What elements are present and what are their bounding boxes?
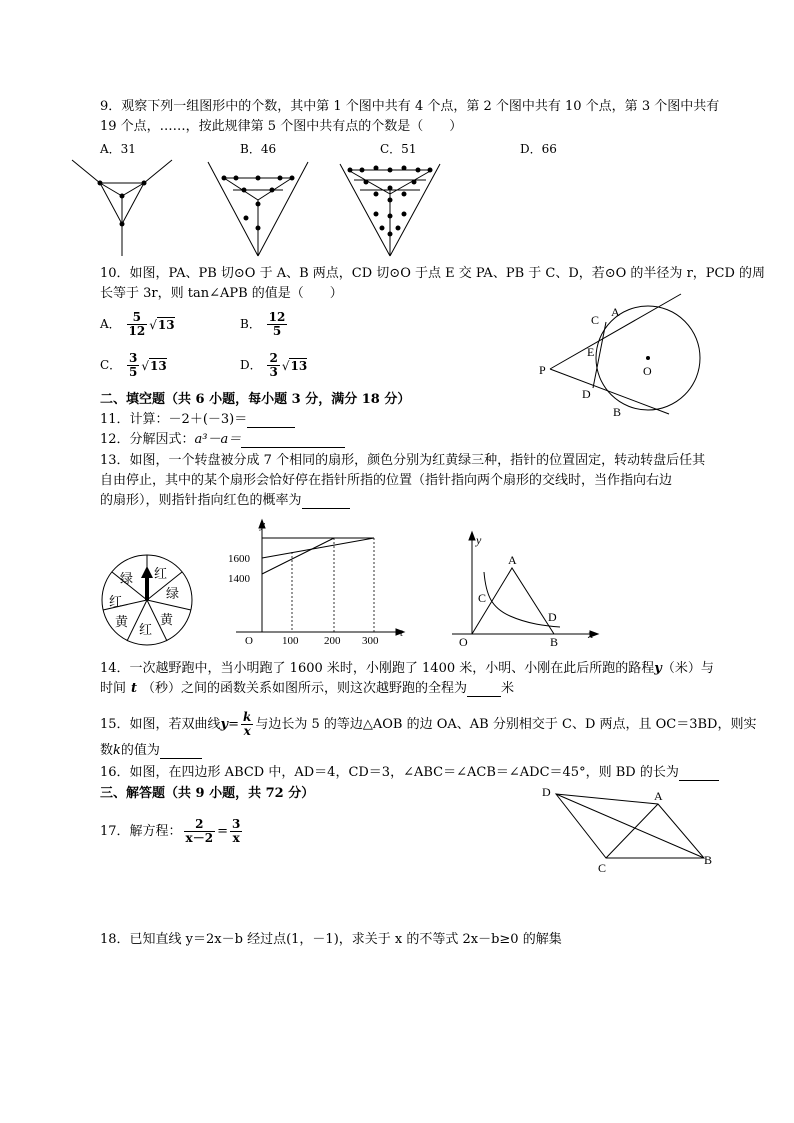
center-point	[646, 356, 650, 360]
q9-line1: 9．观察下列一组图形中的个数，其中第 1 个图中共有 4 个点，第 2 个图中共有 10 个点，第 3 个图中共有	[100, 99, 720, 114]
q11-text: 11．计算：－2＋(－3)＝	[100, 412, 248, 427]
var-k: k	[113, 743, 121, 758]
equals: =	[217, 824, 228, 839]
q10-option-b	[240, 311, 289, 338]
sector-label: 红	[109, 594, 123, 609]
label-a: A	[611, 305, 620, 319]
sector-label: 绿	[166, 586, 180, 601]
q14-line1-end: （米）与	[661, 661, 714, 676]
rhs-denominator: x	[232, 831, 240, 845]
sector-label: 绿	[120, 571, 134, 586]
label-d: D	[582, 387, 591, 401]
label-p: P	[539, 363, 546, 377]
q13-line1: 13．如图，一个转盘被分成 7 个相同的扇形，颜色分别为红黄绿三种，指针的位置固定，转动转盘后任其	[100, 453, 706, 468]
origin-label: O	[245, 635, 253, 647]
equals: =	[228, 717, 240, 732]
denominator: 12	[128, 324, 146, 338]
lhs-denominator: x－2	[185, 831, 214, 845]
q10-circle-figure	[535, 292, 695, 418]
option-label: C．	[100, 358, 122, 372]
denominator: 3	[269, 365, 278, 379]
x-tick-100: 100	[282, 635, 299, 647]
q9-option-c: C．51	[380, 142, 417, 156]
q14-line2-mid: （秒）之间的函数关系如图所示，则这次越野跑的全程为	[142, 681, 468, 696]
q17	[100, 818, 244, 845]
label-e: E	[587, 345, 595, 359]
rhs-numerator: 3	[231, 817, 241, 831]
q14-line2	[100, 681, 514, 697]
q15-line2-mid: 的值为	[120, 743, 160, 758]
q15-line1	[100, 711, 756, 738]
q9-line2: 19 个点，……，按此规律第 5 个图中共有点的个数是（ ）	[100, 119, 463, 134]
lhs-numerator: 2	[184, 818, 216, 832]
q13-line3-text: 的扇形），则指针指向红色的概率为	[100, 493, 302, 508]
q11-answer-blank[interactable]	[247, 415, 295, 428]
sector-label: 黄	[115, 614, 129, 629]
q9-figure-1	[72, 160, 176, 260]
y-tick-1400: 1400	[228, 573, 250, 585]
spinner-pointer-icon	[141, 566, 153, 600]
q14-graph	[228, 518, 408, 648]
q15-line2-text: 数	[100, 743, 114, 758]
q14-unit: 米	[501, 681, 515, 696]
var-t: t	[131, 681, 138, 696]
sector-label: 黄	[160, 612, 174, 627]
func-y: y	[220, 717, 229, 732]
q10-line2: 长等于 3r，则 tan∠APB 的值是（ ）	[100, 286, 343, 301]
radicand: 13	[150, 358, 167, 373]
q13-line3	[100, 493, 350, 509]
q16	[100, 765, 719, 781]
q13-line2: 自由停止，其中的某个扇形会恰好停在指针所指的位置（指针指向两个扇形的交线时，当作指向右边	[100, 473, 673, 488]
x-tick-200: 200	[324, 635, 341, 647]
section-3-title: 三、解答题（共 9 小题，共 72 分）	[100, 786, 315, 801]
q10-option-a: A． $\frac{5}{12}$ √13	[100, 310, 175, 338]
q16-quadrilateral-figure	[538, 782, 718, 874]
y-axis-label: y	[476, 533, 482, 547]
numerator: 5	[127, 311, 148, 325]
q14-line1-text: 14．一次越野跑中，当小明跑了 1600 米时，小刚跑了 1400 米，小明、小刚在此后所跑的路程	[100, 661, 655, 676]
option-label: D．	[240, 358, 262, 372]
q16-answer-blank[interactable]	[679, 768, 719, 781]
y-axis-label: y	[260, 519, 265, 531]
q14-answer-blank[interactable]	[467, 684, 501, 697]
radicand: 13	[157, 317, 175, 332]
label-c: C	[598, 861, 607, 875]
q15-answer-blank[interactable]	[160, 746, 202, 759]
q15-line2	[100, 743, 202, 759]
y-tick-1600: 1600	[228, 553, 250, 565]
label-d: D	[548, 610, 557, 624]
q17-text: 17．解方程：	[100, 824, 182, 839]
q15-text-end: 与边长为 5 的等边△AOB 的边 OA、AB 分别相交于 C、D 两点，且 OC＝3BD，则实	[255, 717, 757, 732]
label-b: B	[550, 635, 559, 649]
q9-figure-3	[340, 158, 444, 260]
label-b: B	[704, 853, 713, 867]
label-d: D	[542, 785, 551, 799]
numerator: k	[243, 710, 252, 724]
q11	[100, 412, 295, 428]
numerator: 12	[268, 310, 286, 324]
q14-line2-text: 时间	[100, 681, 127, 696]
denominator: x	[243, 724, 251, 738]
q15-text: 15．如图，若双曲线	[100, 717, 221, 732]
option-label: B．	[240, 317, 261, 331]
sector-label: 红	[154, 566, 168, 581]
label-a: A	[654, 789, 663, 803]
label-c: C	[591, 313, 600, 327]
q13-answer-blank[interactable]	[302, 496, 350, 509]
q12-answer-blank[interactable]	[241, 435, 345, 448]
q16-text: 16．如图，在四边形 ABCD 中，AD＝4，CD＝3，∠ABC＝∠ACB＝∠ADC＝45°，则 BD 的长为	[100, 765, 679, 780]
label-b: B	[613, 405, 622, 419]
denominator: 5	[272, 324, 282, 338]
radicand: 13	[290, 358, 308, 373]
numerator: 3	[129, 351, 138, 365]
x-axis-label: x	[588, 627, 594, 641]
q12	[100, 432, 345, 448]
numerator: 2	[269, 351, 278, 365]
var-y: y	[654, 661, 662, 676]
label-o: O	[643, 364, 652, 378]
denominator: 5	[129, 365, 138, 379]
q9-option-a: A．31	[100, 142, 136, 156]
option-label: A．	[100, 317, 121, 331]
series-xiaoming	[262, 538, 374, 558]
label-c: C	[478, 591, 487, 605]
q12-text: 12．分解因式：	[100, 432, 195, 447]
q18: 18．已知直线 y＝2x－b 经过点(1，－1)，求关于 x 的不等式 2x－b≥0 的解集	[100, 932, 562, 947]
q12-expression: a³－a＝	[194, 432, 242, 447]
q10-option-d: D． $\frac{2}{3}$ √13	[240, 351, 308, 379]
x-tick-300: 300	[362, 635, 379, 647]
q9-figure-2	[208, 160, 312, 260]
q10-line1: 10．如图，PA、PB 切⊙O 于 A、B 两点，CD 切⊙O 于点 E 交 PA、PB 于 C、D，若⊙O 的半径为 r，PCD 的周	[100, 266, 766, 281]
label-a: A	[508, 553, 517, 567]
q9-option-b: B．46	[240, 142, 277, 156]
q14-line1	[100, 661, 714, 677]
q10-option-c: C． $\frac{3}{5}$ √13	[100, 351, 167, 379]
x-axis-label: t	[400, 627, 404, 639]
sector-label: 红	[139, 622, 153, 637]
q13-spinner	[94, 552, 204, 652]
section-2-title: 二、填空题（共 6 小题，每小题 3 分，满分 18 分）	[100, 392, 411, 407]
q15-graph	[448, 530, 608, 648]
origin-label: O	[459, 635, 468, 649]
q9-option-d: D．66	[520, 142, 557, 156]
